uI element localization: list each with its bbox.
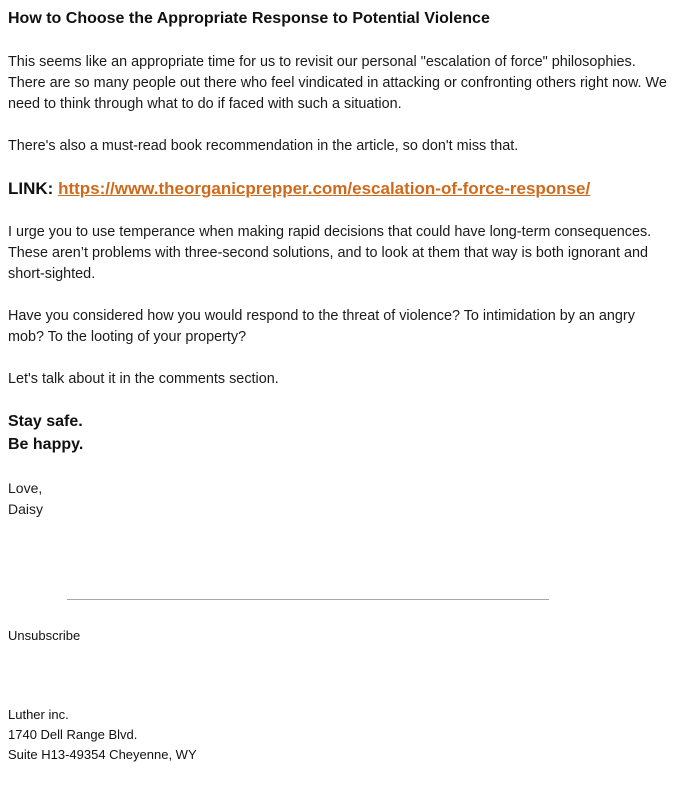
text-line: short-sighted. (8, 266, 96, 282)
signoff (8, 478, 43, 520)
unsubscribe-link[interactable]: Unsubscribe (8, 628, 81, 643)
company-address (8, 705, 197, 765)
book-recommendation-paragraph: There's also a must-read book recommendation in the article, so don't miss that. (8, 138, 519, 154)
closing-line: Stay safe. (8, 413, 83, 430)
address-line: Suite H13-49354 Cheyenne, WY (8, 747, 197, 762)
text-line: Have you considered how you would respond to the threat of violence? To intimidation by an angry (8, 308, 635, 324)
signoff-line: Love, (8, 480, 43, 496)
closing-line: Be happy. (8, 436, 84, 453)
question-paragraph (8, 306, 692, 348)
text-line: These aren’t problems with three-second solutions, and to look at them that way is both ignorant and (8, 245, 648, 261)
text-line: mob? To the looting of your property? (8, 329, 247, 345)
closing-lines (8, 410, 83, 456)
text-line: There are so many people out there who feel vindicated in attacking or confronting others right now. We (8, 75, 667, 91)
intro-paragraph (8, 52, 692, 115)
text-line: This seems like an appropriate time for us to revisit our personal "escalation of force" philosophies. (8, 54, 636, 70)
temperance-paragraph (8, 222, 692, 285)
signoff-name: Daisy (8, 501, 44, 517)
email-title: How to Choose the Appropriate Response to Potential Violence (8, 10, 490, 27)
address-line: 1740 Dell Range Blvd. (8, 727, 138, 742)
address-line: Luther inc. (8, 707, 69, 722)
article-link[interactable]: https://www.theorganicprepper.com/escalation-of-force-response/ (58, 179, 591, 198)
article-link-line (8, 177, 590, 201)
text-line: I urge you to use temperance when making rapid decisions that could have long-term consequences. (8, 224, 652, 240)
link-label: LINK: (8, 179, 54, 198)
footer-divider (67, 599, 549, 600)
text-line: need to think through what to do if faced with such a situation. (8, 96, 402, 112)
comments-paragraph: Let's talk about it in the comments section. (8, 371, 279, 387)
